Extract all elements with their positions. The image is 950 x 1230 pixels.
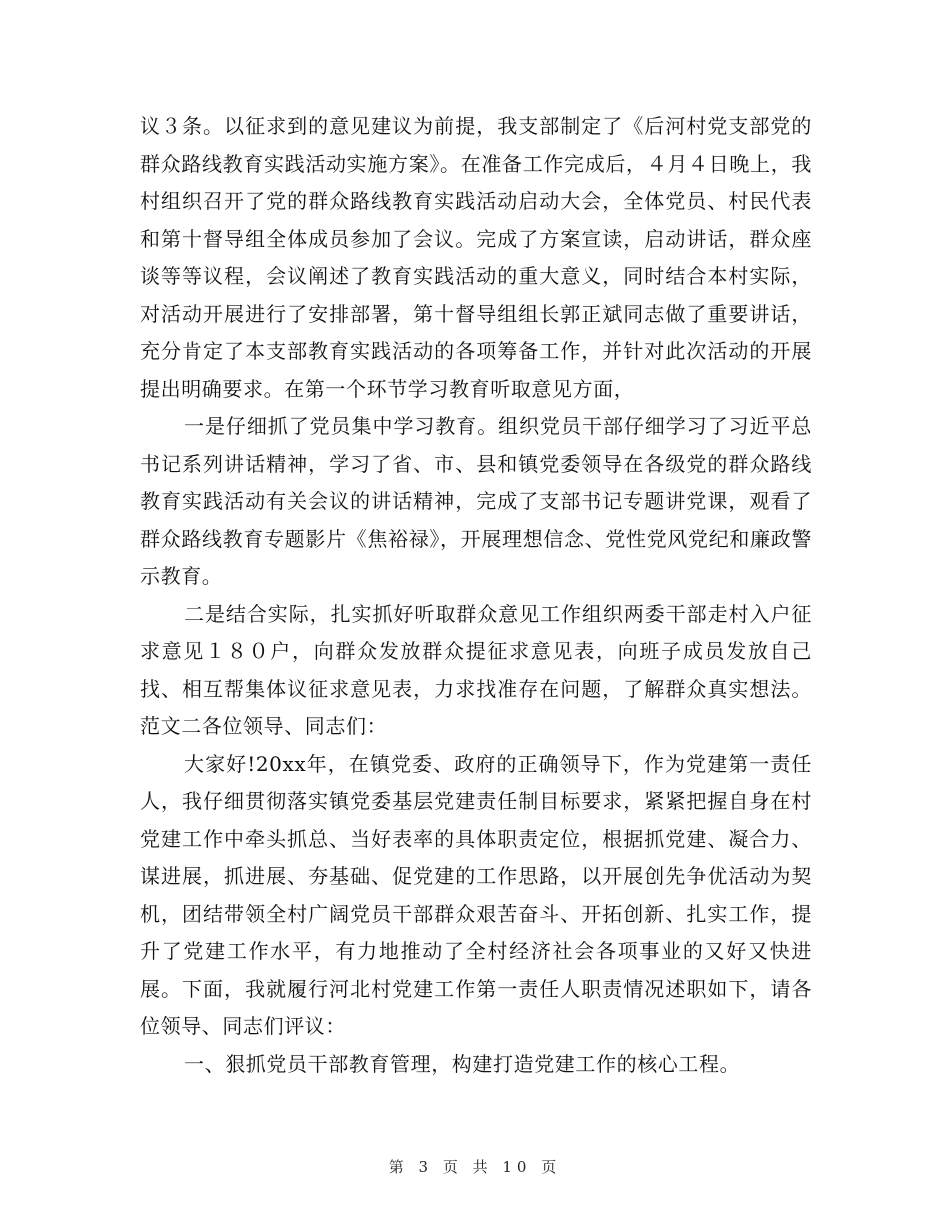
document-body bbox=[140, 108, 812, 1083]
paragraph-1: 议３条。以征求到的意见建议为前提，我支部制定了《后河村党支部党的群众路线教育实践活动实施方案》。在准备工作完成后，４月４日晚上，我村组织召开了党的群众路线教育实践活动启动大会，全体党员、村民代表和第十督导组全体成员参加了会议。完成了方案宣读，启动讲话，群众座谈等等议程，会议阐述了教育实践活动的重大意义，同时结合本村实际，对活动开展进行了安排部署，第十督导组组长郭正斌同志做了重要讲话，充分肯定了本支部教育实践活动的各项筹备工作，并针对此次活动的开展提出明确要求。在第一个环节学习教育听取意见方面， bbox=[140, 114, 812, 401]
paragraph-5: 一、狠抓党员干部教育管理，构建打造党建工作的核心工程。 bbox=[184, 1051, 741, 1076]
paragraph-2: 一是仔细抓了党员集中学习教育。组织党员干部仔细学习了习近平总书记系列讲话精神，学习了省、市、县和镇党委领导在各级党的群众路线教育实践活动有关会议的讲话精神，完成了支部书记专题讲党课，观看了群众路线教育专题影片《焦裕禄》，开展理想信念、党性党风党纪和廉政警示教育。 bbox=[140, 414, 812, 588]
paragraph-4: 大家好!20xx年，在镇党委、政府的正确领导下，作为党建第一责任人，我仔细贯彻落实镇党委基层党建责任制目标要求，紧紧把握自身在村党建工作中牵头抓总、当好表率的具体职责定位，根据抓党建、凝合力、谋进展，抓进展、夯基础、促党建的工作思路，以开展创先争优活动为契机，团结带领全村广阔党员干部群众艰苦奋斗、开拓创新、扎实工作，提升了党建工作水平，有力地推动了全村经济社会各项事业的又好又快进展。下面，我就履行河北村党建工作第一责任人职责情况述职如下，请各位领导、同志们评议： bbox=[140, 751, 812, 1038]
paragraph-3: 二是结合实际，扎实抓好听取群众意见工作组织两委干部走村入户征求意见１８０户，向群众发放群众提征求意见表，向班子成员发放自己找、相互帮集体议征求意见表，力求找准存在问题，了解群众真实想法。范文二各位领导、同志们： bbox=[140, 601, 812, 738]
page-number-footer: 第 3 页 共 10 页 bbox=[388, 1158, 562, 1176]
